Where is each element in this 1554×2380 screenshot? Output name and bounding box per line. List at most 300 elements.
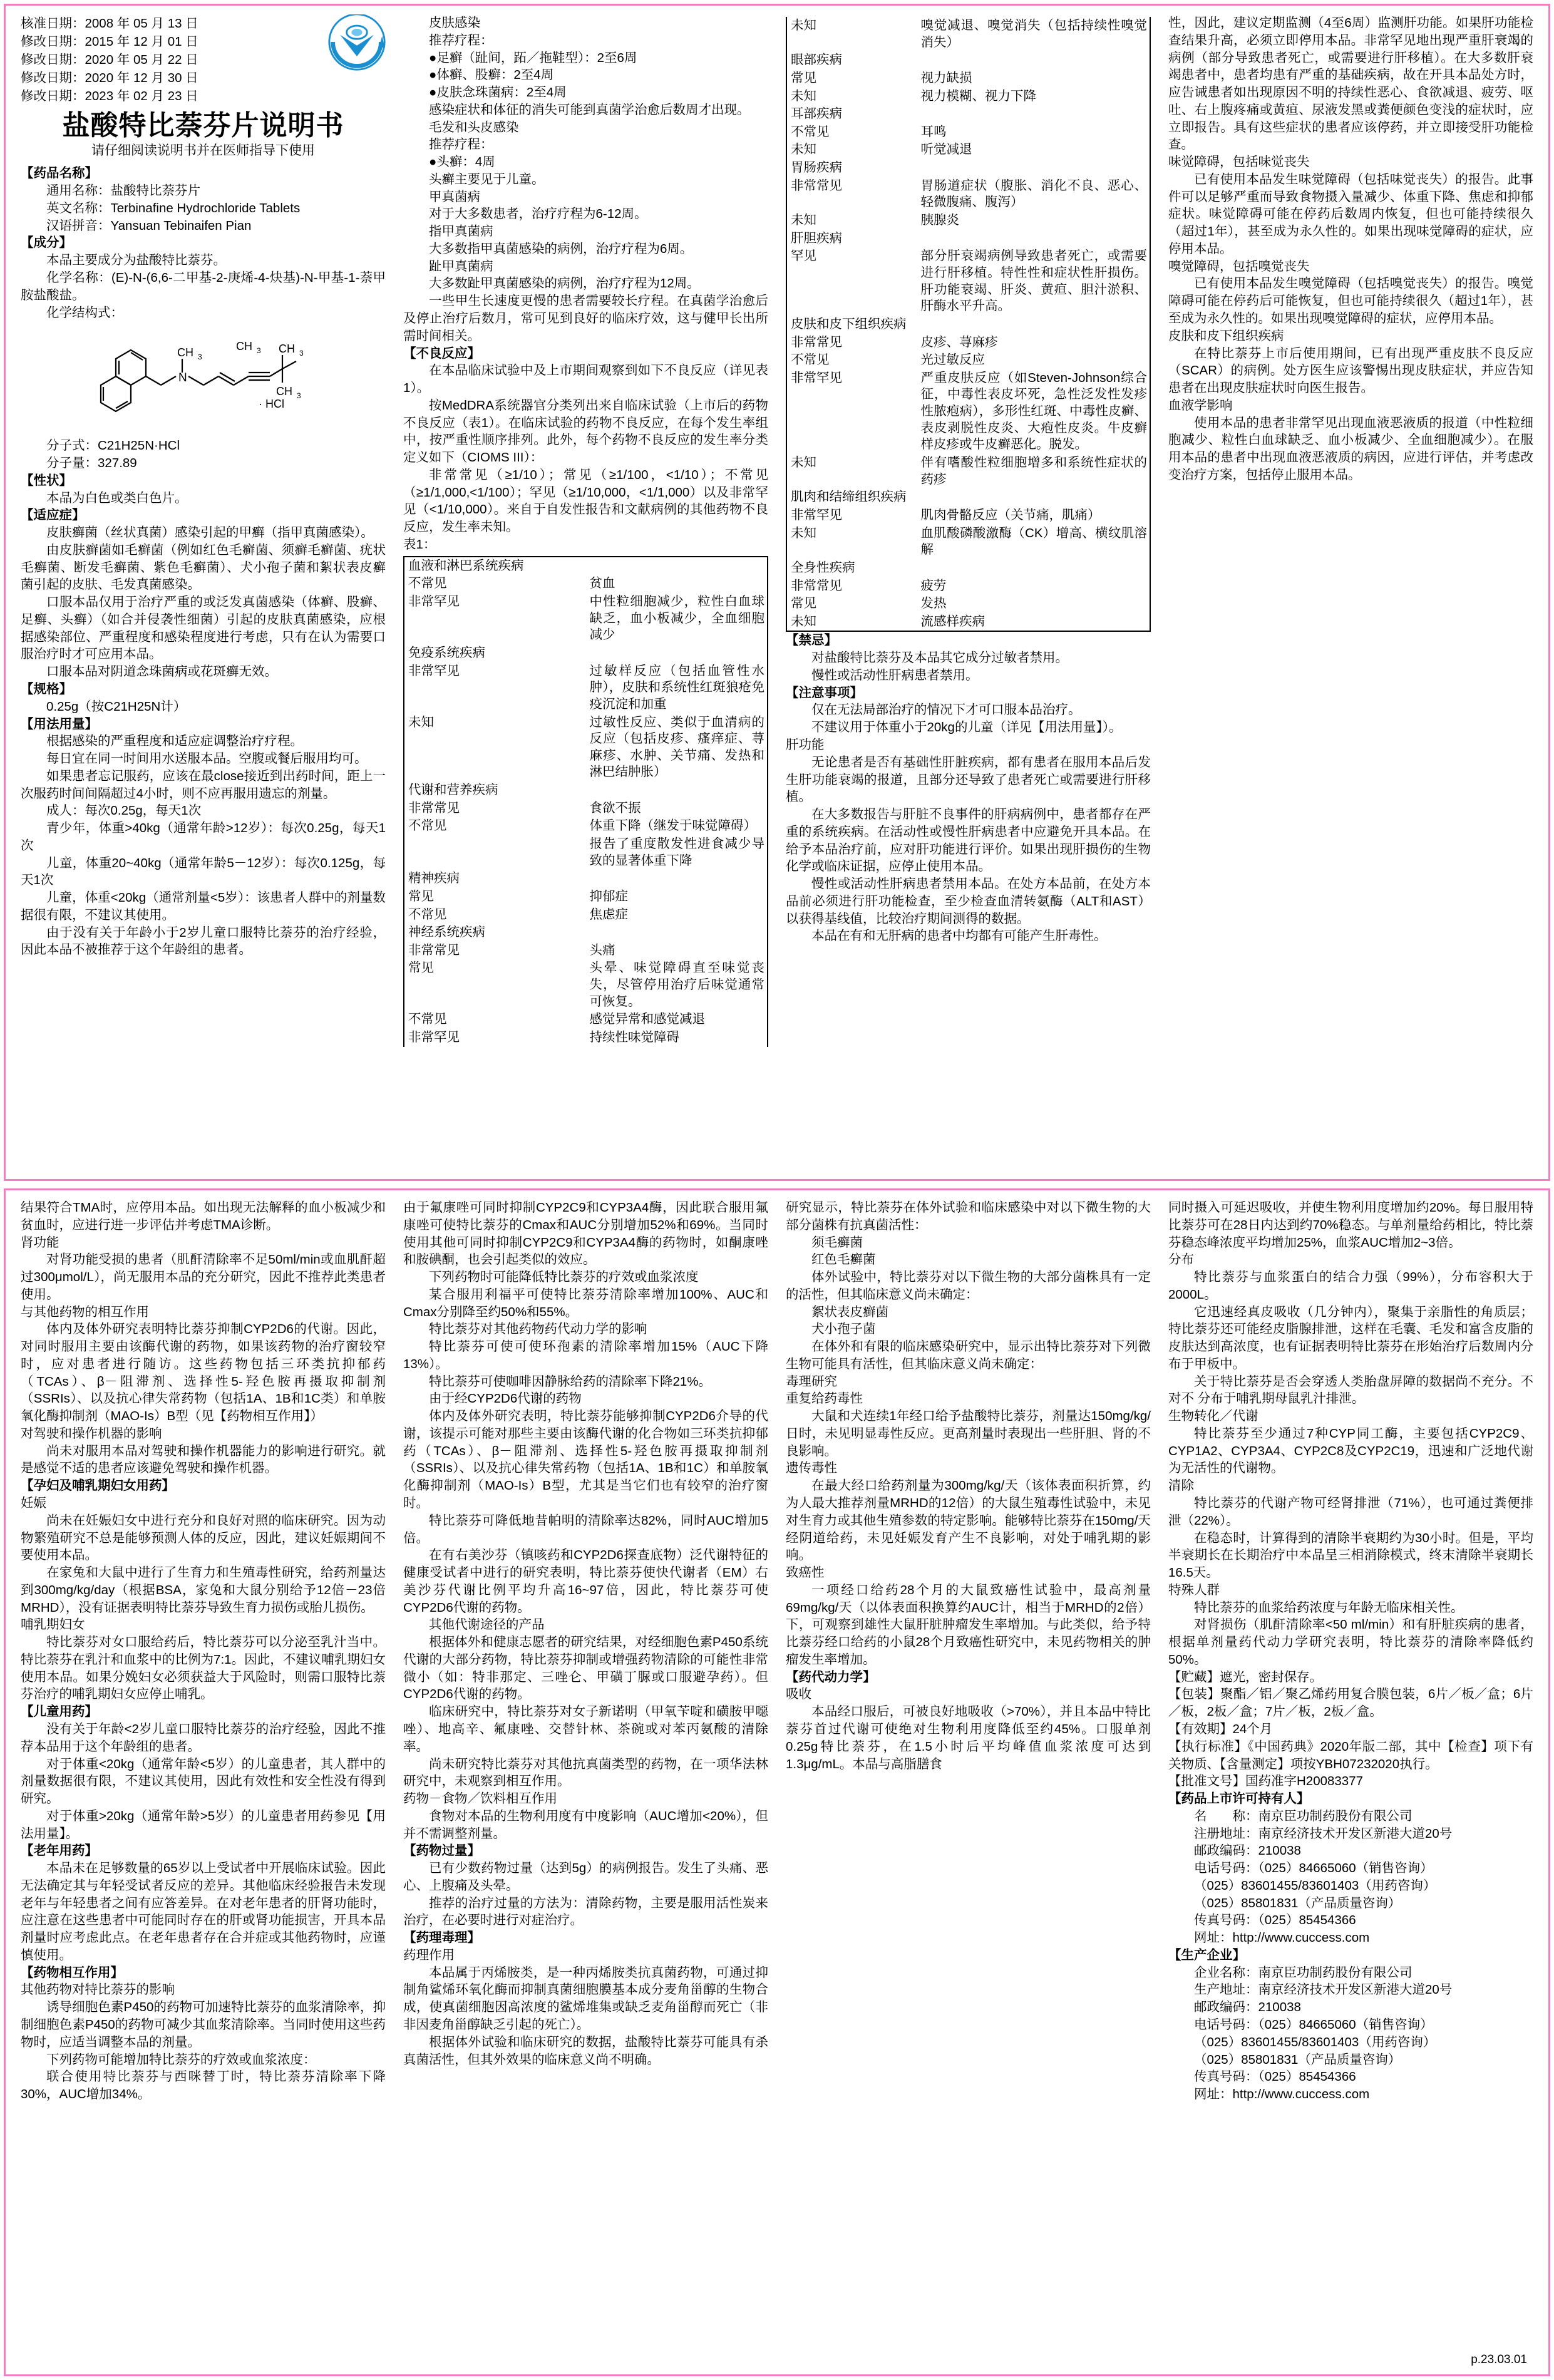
manufacturer-address: 生产地址：南京经济技术开发区新港大道20号 bbox=[1194, 1982, 1453, 1997]
ae-description-cell: 嗅觉减退、嗅觉消失（包括持续性嗅觉消失） bbox=[920, 18, 1147, 49]
ae-description-cell: 皮疹、荨麻疹 bbox=[920, 334, 998, 349]
ae-table-row bbox=[786, 351, 1150, 369]
ae-description-cell: 持续性味觉障碍 bbox=[589, 1030, 679, 1045]
course-label: 推荐疗程： bbox=[429, 137, 493, 152]
section-geriatric-heading: 【老年用药】 bbox=[21, 1843, 98, 1858]
manufacturer-website[interactable]: 网址：http://www.cuccess.com bbox=[1194, 2087, 1370, 2102]
ae-description-cell: 流感样疾病 bbox=[920, 614, 985, 629]
ae-description-cell: 伴有嗜酸性粒细胞增多和系统性症状的药疹 bbox=[920, 455, 1147, 487]
bullet-tinea-pedis: ●足癣（趾间，跖／拖鞋型）：2至6周 bbox=[429, 50, 637, 65]
ae-description-cell: 胰腺炎 bbox=[920, 213, 960, 228]
page-title: 盐酸特比萘芬片说明书 bbox=[62, 110, 344, 141]
interaction-paragraph: 特比萘芬可使咖啡因静脉给药的清除率下降21%。 bbox=[429, 1374, 712, 1389]
skin-disorder-heading: 皮肤和皮下组织疾病 bbox=[1168, 328, 1284, 343]
ae-description-cell: 严重皮肤反应（如Steven-Johnson综合征，中毒性表皮坏死，急性泛发性发疹性脓疱病），多形性红斑、中毒性皮癣、表皮剥脱性皮炎、大疱性皮炎。牛皮癣样皮疹或牛皮癣恶化。脱发。 bbox=[920, 370, 1147, 452]
ae-table-row bbox=[404, 575, 768, 593]
ae-description-cell: 头痛 bbox=[589, 942, 615, 957]
section-pediatric-heading: 【儿童用药】 bbox=[21, 1704, 98, 1719]
chemical-structure-diagram bbox=[21, 325, 386, 435]
bullet-cutaneous-candidiasis: ●皮肤念珠菌病：2至4周 bbox=[429, 85, 567, 100]
mah-phone-medical: （025）83601455/83601403（用药咨询） bbox=[1194, 1878, 1436, 1893]
ae-table-row bbox=[404, 942, 768, 960]
date-line: 核准日期：2008 年 05 月 13 日 bbox=[21, 16, 198, 31]
genotoxicity-paragraph: 在最大经口给药剂量为300mg/kg/天（该体表面积折算，约为人最大推荐剂量MRHD的12倍）的大鼠生殖毒性试验中，未见对生育力或其他生殖参数的特定影响。能够特比萘芬在150mg/天经阴道给药，未见妊娠发育产生不良影响，对处于哺乳期的影响。 bbox=[786, 1478, 1151, 1563]
pinyin-name: 汉语拼音：Yansuan Tebinaifen Pian bbox=[46, 218, 252, 233]
ae-table-row bbox=[404, 817, 768, 835]
fingernail-heading: 指甲真菌病 bbox=[429, 224, 493, 239]
ae-group-label: 肌肉和结缔组织疾病 bbox=[791, 490, 907, 505]
ae-group-label: 眼部疾病 bbox=[791, 53, 842, 68]
ae-table-row bbox=[786, 177, 1150, 212]
liver-paragraph: 在大多数报告与肝脏不良事件的肝病病例中，患者都存在严重的系统疾病。在活动性或慢性肝病患者中应避免开具本品。在给予本品治疗前，应对肝功能进行评价。如果出现肝损伤的生物化学或临床证据，应停止使用本品。 bbox=[786, 807, 1151, 874]
special-population-paragraph: 特比萘芬的血浆给药浓度与年龄无临床相关性。 bbox=[1194, 1600, 1464, 1615]
dosage-paragraph: 由于没有关于年龄小于2岁儿童口服特比萘芬的治疗经验，因此本品不被推荐于这个年龄组的患者。 bbox=[21, 925, 386, 957]
ae-frequency-cell bbox=[404, 835, 586, 870]
ae-group-label: 免疫系统疾病 bbox=[408, 645, 485, 660]
cyp2d6-heading: 由于经CYP2D6代谢的药物 bbox=[429, 1391, 582, 1406]
ae-group-row bbox=[786, 230, 1150, 248]
terbinafine-structure-icon bbox=[91, 325, 316, 435]
ae-table-row bbox=[404, 714, 768, 782]
bullet-tinea-corporis: ●体癣、股癣：2至4周 bbox=[429, 68, 554, 83]
section-pharmacology-heading: 【药理毒理】 bbox=[403, 1930, 480, 1945]
ae-table-row bbox=[404, 888, 768, 906]
driving-paragraph: 尚未对服用本品对驾驶和操作机器能力的影响进行研究。就是感觉不适的患者应该避免驾驶和操作机器。 bbox=[21, 1443, 386, 1476]
ae-paragraph: 在本品临床试验中及上市期间观察到如下不良反应（详见表1）。 bbox=[403, 363, 768, 396]
ae-group-row bbox=[786, 159, 1150, 177]
manufacturer-fax: 传真号码：（025）85454366 bbox=[1194, 2069, 1356, 2084]
interaction-paragraph: 诱导细胞色素P450的药物可加速特比萘芬的血浆清除率，抑制细胞色素P450的药物可减少其血浆清除率。当同时使用这些药物时，应适当调整本品的剂量。 bbox=[21, 2000, 386, 2049]
column-1 bbox=[12, 14, 394, 1173]
svg-text:CH: CH bbox=[275, 385, 292, 398]
ae-table-row bbox=[404, 906, 768, 924]
nail-growth-note: 一些甲生长速度更慢的患者需要较长疗程。在真菌学治愈后及停止治疗后数月，常可见到良好的临床疗效，这与健甲长出所需时间相关。 bbox=[403, 294, 768, 343]
skin-infection-note: 感染症状和体征的消失可能到真菌学治愈后数周才出现。 bbox=[429, 102, 750, 117]
section-drug-name-heading: 【药品名称】 bbox=[21, 166, 98, 181]
ae-description-cell: 体重下降（继发于味觉障碍） bbox=[589, 818, 756, 833]
bullet-tinea-capitis: ●头癣：4周 bbox=[429, 155, 495, 170]
ae-frequency-cell: 不常见 bbox=[408, 576, 447, 591]
mah-zip: 邮政编码：210038 bbox=[1194, 1843, 1301, 1858]
dosage-teen: 青少年，体重>40kg（通常年龄>12岁）：每次0.25g，每天1次 bbox=[21, 821, 386, 853]
absorption-paragraph: 同时摄入可延迟吸收，并使生物利用度增加约20%。每日服用特比萘芬可在28日内达到约70%稳态。与单剂量给药相比，特比萘芬稳态峰浓度平均增加25%，血浆AUC增加2~3倍。 bbox=[1168, 1200, 1533, 1250]
molecular-weight: 分子量：327.89 bbox=[46, 456, 137, 471]
ae-description-cell: 过敏样反应（包括血管性水肿），皮肤和系统性红斑狼疮免疫沉淀和加重 bbox=[589, 663, 764, 711]
ae-table-row bbox=[786, 123, 1150, 142]
other-metabolism-paragraph: 根据体外和健康志愿者的研究结果，对经细胞色素P450系统代谢的大部分药物，特比萘芬抑制或增强药物清除的可能性非常微小（如：特非那定、三唑仑、甲磺丁脲或口服避孕药）。但CYP2D6代谢的药物。 bbox=[403, 1635, 768, 1702]
ae-table-row bbox=[404, 593, 768, 644]
ae-table-row bbox=[404, 1011, 768, 1029]
onychomycosis-heading: 甲真菌病 bbox=[429, 189, 480, 204]
ae-frequency-cell: 未知 bbox=[791, 614, 816, 629]
drug-interaction-heading: 与其他药物的相互作用 bbox=[21, 1304, 149, 1319]
column-3 bbox=[777, 14, 1160, 1173]
overdose-paragraph: 推荐的治疗过量的方法为：清除药物，主要是服用活性炭来治疗，在必要时进行对症治疗。 bbox=[403, 1895, 768, 1928]
ae-group-label: 皮肤和皮下组织疾病 bbox=[791, 316, 907, 331]
interaction-paragraph: 联合使用特比萘芬与西咪替丁时，特比萘芬清除率下降30%，AUC增加34%。 bbox=[21, 2069, 386, 2102]
ae-group-label: 全身性疾病 bbox=[791, 560, 855, 575]
ae-group-row bbox=[404, 924, 768, 942]
ae-table-row bbox=[786, 369, 1150, 454]
carcinogenicity-heading: 致癌性 bbox=[786, 1565, 825, 1580]
cyp2d6-paragraph: 体内及体外研究表明，特比萘芬能够抑制CYP2D6介导的代谢，该提示可能对那些主要由该酶代谢的化合物如三环类抗抑郁药（TCAs）、β－阻滞剂、选择性5-羟色胺再摄取抑制剂（SSRIs）、以及抗心律失常药物（包括1A、1B和1C）和单胺氧化酶抑制剂（MAO-Is）B型，尤其是当它们也有较窄的治疗窗时。 bbox=[403, 1409, 768, 1511]
mah-phone-quality: （025）85801831（产品质量咨询） bbox=[1194, 1895, 1401, 1910]
ae-description-cell: 贫血 bbox=[589, 576, 615, 591]
smell-disturbance-heading: 嗅觉障碍，包括嗅觉丧失 bbox=[1168, 259, 1310, 274]
contraindication-item: 对盐酸特比萘芬及本品其它成分过敏者禁用。 bbox=[811, 651, 1068, 666]
svg-text:3: 3 bbox=[296, 391, 301, 401]
section-pharmacokinetics-heading: 【药代动力学】 bbox=[786, 1669, 876, 1684]
ae-group-row bbox=[786, 316, 1150, 334]
other-metabolism-paragraph: 临床研究中，特比萘芬对女子新诺明（甲氧苄啶和磺胺甲噁唑）、地高辛、氟康唑、交替针林、茶碗或对苯丙氨酸的清除率。 bbox=[403, 1704, 768, 1754]
organism-item: 须毛癣菌 bbox=[811, 1235, 863, 1250]
ae-frequency-cell: 罕见 bbox=[791, 249, 816, 264]
organism-item: 犬小孢子菌 bbox=[811, 1322, 876, 1337]
ae-table-row bbox=[786, 454, 1150, 488]
ae-group-label: 神经系统疾病 bbox=[408, 925, 485, 940]
interaction-paragraph: 特比萘芬可使可使环孢素的清除率增加15%（AUC下降13%）。 bbox=[403, 1339, 768, 1371]
dosage-paragraph: 如果患者忘记服药，应该在最close接近到出药时间，距上一次服药时间间隔超过4小时，则不应再服用遗忘的剂量。 bbox=[21, 768, 386, 801]
section-overdose-heading: 【药物过量】 bbox=[403, 1843, 480, 1858]
ae-frequency-cell: 未知 bbox=[408, 714, 434, 729]
liver-paragraph: 本品在有和无肝病的患者中均都有可能产生肝毒性。 bbox=[811, 929, 1107, 944]
ae-frequency-cell: 不常见 bbox=[408, 907, 447, 922]
indication-paragraph: 口服本品对阴道念珠菌病或花斑癣无效。 bbox=[46, 664, 277, 679]
ae-group-row bbox=[786, 559, 1150, 577]
caution-item: 不建议用于体重小于20kg的儿童（详见【用法用量】）。 bbox=[811, 720, 1122, 735]
section-contraindication-heading: 【禁忌】 bbox=[786, 633, 837, 648]
ae-table-row bbox=[404, 800, 768, 818]
section-character-heading: 【性状】 bbox=[21, 473, 72, 488]
special-population-paragraph: 对肾损伤（肌酐清除率<50 ml/min）和有肝脏疾病的患者，根据单剂量药代动力学研究表明，特比萘芬的清除率降低约50%。 bbox=[1168, 1617, 1533, 1667]
dosage-child-under-20: 儿童，体重<20kg（通常剂量<5岁）：该患者人群中的剂量数据很有限，不建议其使用。 bbox=[21, 890, 386, 922]
ae-frequency-cell: 未知 bbox=[791, 142, 816, 157]
page-subtitle: 请仔细阅读说明书并在医师指导下使用 bbox=[91, 143, 315, 158]
smell-disturbance-paragraph: 已有使用本品发生嗅觉障碍（包括嗅觉丧失）的报告。嗅觉障碍可能在停药后可能恢复，但也可能持续很久（超过1年），甚至成为永久性的。如果出现嗅觉障碍的症状，应停用本品。 bbox=[1168, 276, 1533, 326]
ae-description-cell: 疲劳 bbox=[920, 578, 947, 593]
ae-frequency-cell: 常见 bbox=[791, 596, 816, 611]
dosage-child-20-40: 儿童，体重20~40kg（通常年龄5－12岁）：每次0.125g，每天1次 bbox=[21, 855, 386, 888]
column-4 bbox=[1160, 14, 1542, 1173]
generic-name: 通用名称：盐酸特比萘芬片 bbox=[46, 183, 200, 198]
hematologic-heading: 血液学影响 bbox=[1168, 398, 1233, 413]
svg-text:CH: CH bbox=[235, 340, 252, 353]
ae-frequency-cell: 非常常见 bbox=[408, 942, 460, 957]
overdose-paragraph: 已有少数药物过量（达到5g）的病例报告。发生了头痛、恶心、上腹痛及头晕。 bbox=[403, 1861, 768, 1893]
section-interaction-heading: 【药物相互作用】 bbox=[21, 1965, 123, 1980]
ae-table-row bbox=[786, 577, 1150, 595]
microbiology-paragraph: 体外试验中，特比萘芬对以下微生物的大部分菌株具有一定的活性，但其临床意义尚未确定： bbox=[786, 1270, 1151, 1302]
liver-paragraph: 无论患者是否有基础性肝脏疾病，都有患者在服用本品后发生肝功能衰竭的报道，且部分还导致了患者死亡或需要进行肝移植。 bbox=[786, 755, 1151, 805]
caution-item: 仅在无法局部治疗的情况下才可口服本品治疗。 bbox=[811, 703, 1081, 718]
ae-table-caption: 表1： bbox=[403, 537, 436, 552]
character-text: 本品为白色或类白色片。 bbox=[46, 490, 188, 505]
ae-description-cell: 耳鸣 bbox=[920, 124, 947, 139]
chemical-name: 化学名称：(E)-N-(6,6-二甲基-2-庚烯-4-炔基)-N-甲基-1-萘甲胺盐酸盐。 bbox=[21, 270, 386, 302]
column-7 bbox=[777, 1199, 1160, 2368]
manufacturer-phone-medical: （025）83601455/83601403（用药咨询） bbox=[1194, 2034, 1436, 2049]
ae-frequency-cell: 非常罕见 bbox=[408, 594, 460, 609]
mah-address: 注册地址：南京经济技术开发区新港大道20号 bbox=[1194, 1826, 1453, 1841]
hair-infection-heading: 毛发和头皮感染 bbox=[429, 120, 519, 135]
ae-table-row bbox=[404, 1029, 768, 1047]
ae-group-label: 胃肠疾病 bbox=[791, 160, 842, 175]
special-population-heading: 特殊人群 bbox=[1168, 1582, 1220, 1597]
consistency-evaluation-logo-icon bbox=[327, 14, 387, 72]
food-interaction-heading: 药物－食物／饮料相互作用 bbox=[403, 1791, 557, 1806]
ae-frequency-cell: 不常见 bbox=[791, 353, 830, 368]
svg-text:CH: CH bbox=[177, 346, 193, 359]
chemical-structure-label: 化学结构式： bbox=[46, 305, 123, 320]
date-line: 修改日期：2015 年 12 月 01 日 bbox=[21, 34, 198, 49]
ae-table-body-part2 bbox=[786, 17, 1150, 631]
section-pregnancy-heading: 【孕妇及哺乳期妇女用药】 bbox=[21, 1478, 175, 1493]
excretion-paragraph: 特比萘芬的代谢产物可经肾排泄（71%），也可通过粪便排泄（22%）。 bbox=[1168, 1496, 1533, 1528]
skin-infection-heading: 皮肤感染 bbox=[429, 16, 480, 30]
ae-frequency-cell: 不常见 bbox=[408, 1012, 447, 1027]
interaction-paragraph: 下列药物时可能降低特比萘芬的疗效或血浆浓度 bbox=[429, 1270, 699, 1285]
interaction-paragraph: 特比萘芬对其他药物药代动力学的影响 bbox=[429, 1322, 647, 1337]
repeat-dose-subheading: 重复给药毒性 bbox=[786, 1391, 863, 1406]
ae-frequency-cell: 非常罕见 bbox=[408, 663, 460, 678]
geriatric-paragraph: 本品未在足够数量的65岁以上受试者中开展临床试验。因此无法确定其与年轻受试者反应的差异。其他临床经验报告未发现老年与年轻患者之间有应答差异。在对老年患者的肝肾功能时，应注意在这些患者中可能同时存在的肝或肾功能损害，开具本品剂量时应考虑此点。在老年患者存在合并症或其他药物时，应谨慎使用。 bbox=[21, 1861, 386, 1962]
manufacturer-zip: 邮政编码：210038 bbox=[1194, 2000, 1301, 2015]
ae-group-row bbox=[404, 870, 768, 888]
ae-frequency-cell: 常见 bbox=[408, 961, 434, 976]
ae-description-cell: 中性粒细胞减少，粒性白血球缺乏，血小板减少，全血细胞减少 bbox=[589, 594, 764, 642]
section-adverse-reaction-heading: 【不良反应】 bbox=[403, 346, 480, 361]
column-8 bbox=[1160, 1199, 1542, 2368]
biotransformation-heading: 生物转化／代谢 bbox=[1168, 1409, 1258, 1424]
ingredient-main: 本品主要成分为盐酸特比萘芬。 bbox=[46, 253, 226, 268]
section-expiry: 【有效期】24个月 bbox=[1168, 1721, 1273, 1736]
cyp2d6-paragraph: 在有右美沙芬（镇咳药和CYP2D6探查底物）泛代谢特征的健康受试者中进行的研究表明，特比萘芬使快代谢者（EM）右美沙芬代谢比例平均升高16~97倍，因此，特比萘芬可使CYP2D6代谢的药物。 bbox=[403, 1548, 768, 1615]
ae-group-row bbox=[404, 781, 768, 800]
ae-frequency-cell: 不常见 bbox=[408, 818, 447, 833]
ae-table-row bbox=[786, 141, 1150, 159]
lactation-subheading: 哺乳期妇女 bbox=[21, 1617, 85, 1632]
ae-description-cell: 食欲不振 bbox=[589, 800, 641, 815]
ae-description-cell: 发热 bbox=[920, 596, 947, 611]
ae-group-row bbox=[786, 488, 1150, 507]
mah-phone-sales: 电话号码：（025）84665060（销售咨询） bbox=[1194, 1861, 1433, 1876]
ae-group-label: 精神疾病 bbox=[408, 871, 460, 886]
ae-description-cell: 视力模糊、视力下降 bbox=[920, 88, 1037, 103]
organism-item: 絮状表皮癣菌 bbox=[811, 1304, 888, 1319]
ae-table-row bbox=[786, 595, 1150, 613]
ae-group-label: 肝胆疾病 bbox=[791, 230, 842, 245]
masthead bbox=[21, 14, 386, 106]
ae-group-row bbox=[786, 105, 1150, 123]
ae-frequency-cell: 非常常见 bbox=[791, 578, 842, 593]
ae-table-row bbox=[786, 334, 1150, 352]
pharmacology-subheading: 药理作用 bbox=[403, 1947, 455, 1962]
indication-paragraph: 皮肤癣菌（丝状真菌）感染引起的甲癣（指甲真菌感染）。 bbox=[46, 525, 374, 540]
distribution-paragraph: 特比萘芬与血浆蛋白的结合力强（99%），分布容积大于2000L。 bbox=[1168, 1270, 1533, 1302]
absorption-subheading: 吸收 bbox=[786, 1687, 811, 1702]
course-label: 推荐疗程： bbox=[429, 33, 493, 48]
insert-panel-top bbox=[4, 4, 1550, 1181]
ae-table-row bbox=[786, 507, 1150, 525]
ae-frequency-cell: 未知 bbox=[791, 455, 816, 470]
toenail-note: 大多数趾甲真菌感染的病例，治疗疗程为12周。 bbox=[429, 276, 700, 291]
food-interaction-paragraph: 食物对本品的生物利用度有中度影响（AUC增加<20%），但并不需调整剂量。 bbox=[403, 1808, 768, 1841]
section-standard: 【执行标准】《中国药典》2020年版二部，其中【检查】项下有关物质、【含量测定】项按YBH07232020执行。 bbox=[1168, 1739, 1533, 1771]
ae-frequency-cell: 非常常见 bbox=[791, 334, 842, 349]
dosage-paragraph: 每日宜在同一时间用水送服本品。空腹或餐后服用均可。 bbox=[46, 751, 368, 766]
section-dosage-heading: 【用法用量】 bbox=[21, 716, 98, 731]
svg-text:CH: CH bbox=[278, 343, 295, 356]
ae-description-cell: 听觉减退 bbox=[920, 142, 972, 157]
ae-group-label: 耳部疾病 bbox=[791, 106, 842, 121]
distribution-heading: 分布 bbox=[1168, 1252, 1194, 1267]
toxicology-heading: 毒理研究 bbox=[786, 1374, 837, 1389]
absorption-paragraph: 本品经口服后，可被良好地吸收（>70%），并且本品中特比萘芬首过代谢可使绝对生物利用度降低至约45%。口服单剂0.25g特比萘芬，在1.5小时后平均峰值血浆浓度可达到1.3μg/mL。本品与高脂膳食 bbox=[786, 1704, 1151, 1771]
indication-paragraph: 由皮肤癣菌如毛癣菌（例如红色毛癣菌、须癣毛癣菌、疣状毛癣菌、断发毛癣菌、紫色毛癣菌）、犬小孢子菌和絮状表皮癣菌引起的皮肤、毛发真菌感染。 bbox=[21, 542, 386, 592]
svg-text:N: N bbox=[178, 371, 187, 385]
date-line: 修改日期：2020 年 05 月 22 日 bbox=[21, 53, 198, 68]
microbiology-paragraph: 研究显示，特比萘芬在体外试验和临床感染中对以下微生物的大部分菌株有抗真菌活性： bbox=[786, 1200, 1151, 1232]
ae-description-cell: 头晕、味觉障碍直至味觉丧失，尽管停用治疗后味觉通常可恢复。 bbox=[589, 961, 764, 1009]
toenail-heading: 趾甲真菌病 bbox=[429, 259, 493, 274]
biotransformation-paragraph: 特比萘芬至少通过7种CYP同工酶，主要包括CYP2C9、CYP1A2、CYP3A4、CYP2C8及CYP2C19，迅速和广泛地代谢为无活性的代谢物。 bbox=[1168, 1426, 1533, 1476]
taste-disturbance-heading: 味觉障碍，包括味觉丧失 bbox=[1168, 155, 1310, 170]
dosage-adult: 成人：每次0.25g，每天1次 bbox=[46, 803, 202, 818]
ae-frequency-cell: 常见 bbox=[408, 889, 434, 904]
ae-group-label: 代谢和营养疾病 bbox=[408, 783, 498, 798]
ae-frequency-definition: 非常常见（≥1/10）；常见（≥1/100，<1/10）；不常见（≥1/1,000,<1/100）；罕见（≥1/10,000，<1/1,000）以及非常罕见（<1/10,000）。来自于自发性报告和文献病例的其他药物不良反应，发生率未知。 bbox=[403, 467, 768, 535]
svg-text:3: 3 bbox=[256, 346, 261, 356]
genotoxicity-heading: 遗传毒性 bbox=[786, 1461, 837, 1476]
ae-paragraph: 按MedDRA系统器官分类列出来自临床试验（上市后的药物不良反应（表1）。在临床试验的药物不良反应，在每个发生率组中，按严重性顺序排列。此外，每个药物不良反应的发生率分类定义如下（CIOMS III）： bbox=[403, 398, 768, 465]
interaction-paragraph: 某合服用利福平可使特比萘芬清除率增加100%、AUC和Cmax分别降至约50%和55%。 bbox=[403, 1287, 768, 1319]
section-ingredients-heading: 【成分】 bbox=[21, 235, 72, 250]
dosage-paragraph: 根据感染的严重程度和适应症调整治疗疗程。 bbox=[46, 734, 303, 749]
manufacturer-phone-sales: 电话号码：（025）84665060（销售咨询） bbox=[1194, 2017, 1433, 2032]
ae-table-row bbox=[404, 959, 768, 1011]
ae-group-row bbox=[786, 51, 1150, 70]
other-metabolism-heading: 其他代谢途径的产品 bbox=[429, 1617, 545, 1632]
section-storage: 【贮藏】遮光，密封保存。 bbox=[1168, 1669, 1322, 1684]
onychomycosis-note: 对于大多数患者，治疗疗程为6-12周。 bbox=[429, 207, 647, 222]
ae-description-cell: 肌肉骨骼反应（关节痛，肌痛） bbox=[920, 507, 1101, 522]
distribution-paragraph: 它迅速经真皮吸收（几分钟内），聚集于亲脂性的角质层；特比萘芬还可能经皮脂腺排泄，这样在毛囊、毛发和富含皮脂的皮肤达到高浓度，也有证据表明特比萘芬在形始治疗后数周内分布于甲板中。 bbox=[1168, 1304, 1533, 1371]
repeat-dose-paragraph: 大鼠和犬连续1年经口给予盐酸特比萘芬，剂量达150mg/kg/日时，未见明显毒性反应。更高剂量时表现出一些肝胆、肾的不良影响。 bbox=[786, 1409, 1151, 1458]
section-packaging: 【包装】聚酯／铝／聚乙烯药用复合膜包装，6片／板／盒；6片／板，2板／盒；7片／板，2板／盒。 bbox=[1168, 1687, 1533, 1719]
ae-table-row bbox=[404, 835, 768, 870]
ae-description-cell: 光过敏反应 bbox=[920, 353, 985, 368]
ae-frequency-cell: 常见 bbox=[791, 70, 816, 85]
section-caution-heading: 【注意事项】 bbox=[786, 685, 863, 700]
ae-description-cell: 胃肠道症状（腹胀、消化不良、恶心、轻微腹痛、腹泻） bbox=[920, 178, 1147, 210]
svg-text:3: 3 bbox=[299, 349, 304, 358]
pharmacology-paragraph: 本品属于丙烯胺类，是一种丙烯胺类抗真菌药物，可通过抑制角鲨烯环氧化酶而抑制真菌细胞膜基本成分麦角甾醇的生物合成，使真菌细胞因高浓度的鲨烯堆集或缺乏麦角甾醇而死亡（非非因麦角甾醇缺乏引起的死亡）。 bbox=[403, 1965, 768, 2032]
panel-top-columns bbox=[6, 6, 1548, 1179]
liver-paragraph: 慢性或活动性肝病患者禁用本品。在处方本品前，在处方本品前必须进行肝功能检查，至少检查血清转氨酶（ALT和AST）以获得基线值，比较治疗期间测得的数据。 bbox=[786, 877, 1151, 926]
contraindication-item: 慢性或活动性肝病患者禁用。 bbox=[811, 667, 979, 683]
pediatric-paragraph: 对于体重<20kg（通常年龄<5岁）的儿童患者，其人群中的剂量数据很有限，不建议其使用，因此有效性和安全性没有得到研究。 bbox=[21, 1756, 386, 1806]
fingernail-note: 大多数指甲真菌感染的病例，治疗疗程为6周。 bbox=[429, 241, 693, 256]
column-5 bbox=[12, 1199, 394, 2368]
section-approval-number: 【批准文号】国药准字H20083377 bbox=[1168, 1774, 1364, 1789]
section-manufacturer-heading: 【生产企业】 bbox=[1168, 1947, 1245, 1962]
ae-description-cell: 过敏性反应、类似于血清病的反应（包括皮疹、瘙痒症、荨麻疹、水肿、关节痛、发热和淋巴结肿胀） bbox=[589, 714, 764, 780]
pregnancy-paragraph: 在家兔和大鼠中进行了生育力和生殖毒性研究，给药剂量达到300mg/kg/day（根据BSA，家兔和大鼠分别给予12倍－23倍MRHD），没有证据表明特比萘芬导致生育力损伤或胎儿损伤。 bbox=[21, 1565, 386, 1615]
manufacturer-phone-quality: （025）85801831（产品质量咨询） bbox=[1194, 2052, 1401, 2067]
excretion-heading: 清除 bbox=[1168, 1478, 1194, 1493]
ae-description-cell: 焦虑症 bbox=[589, 907, 628, 922]
pediatric-paragraph: 没有关于年龄<2岁儿童口服特比萘芬的治疗经验，因此不推荐本品用于这个年龄组的患者。 bbox=[21, 1721, 386, 1754]
microbiology-paragraph: 在体外和有限的临床感染研究中，显示出特比萘芬对下列微生物可能具有活性，但其临床意义尚未确定： bbox=[786, 1339, 1151, 1371]
adverse-reaction-table-part2 bbox=[786, 17, 1151, 632]
driving-heading: 对驾驶和操作机器的影响 bbox=[21, 1426, 162, 1441]
section-specification-heading: 【规格】 bbox=[21, 682, 72, 696]
mah-name: 名 称：南京臣功制药股份有限公司 bbox=[1194, 1808, 1412, 1823]
hematologic-paragraph: 使用本品的患者非常罕见出现血液恶液质的报道（中性粒细胞减少、粒性白血球缺乏、血小板减少、全血细胞减少）。在服用本品的患者中出现血液恶液质的病因，应进行评估，并考虑改变治疗方案，包括停止服用本品。 bbox=[1168, 415, 1533, 482]
distribution-paragraph: 关于特比萘芬是否会穿透人类胎盘屏障的数据尚不充分。不对不 分布于哺乳期母鼠乳汁排泄。 bbox=[1168, 1374, 1533, 1406]
ae-frequency-cell: 未知 bbox=[791, 525, 816, 540]
ae-frequency-cell: 非常罕见 bbox=[791, 370, 842, 385]
insert-panel-bottom bbox=[4, 1188, 1550, 2376]
ae-group-row bbox=[404, 644, 768, 662]
section-indication-heading: 【适应症】 bbox=[21, 508, 85, 523]
liver-function-heading: 肝功能 bbox=[786, 738, 825, 753]
svg-text:3: 3 bbox=[197, 353, 202, 362]
mah-website[interactable]: 网址：http://www.cuccess.com bbox=[1194, 1930, 1370, 1945]
ae-frequency-cell: 非常常见 bbox=[408, 800, 460, 815]
ae-table-row bbox=[786, 613, 1150, 632]
indication-paragraph: 口服本品仅用于治疗严重的或泛发真菌感染（体癣、股癣、足癣、头癣）（如合并侵袭性细菌）引起的皮肤真菌感染，应根据感染部位、严重程度和感染程度进行考虑，只有在认为需要口服治疗时才可应用本品。 bbox=[21, 595, 386, 662]
ae-description-cell: 抑郁症 bbox=[589, 889, 628, 904]
ae-frequency-cell: 未知 bbox=[791, 213, 816, 228]
drug-interaction-paragraph: 体内及体外研究表明特比萘芬抑制CYP2D6的代谢。因此，对同时服用主要由该酶代谢的药物，如果该药物的治疗窗较窄时，应对患者进行随访。这些药物包括三环类抗抑郁药（TCAs）、β－阻滞剂、选择性5-羟色胺再摄取抑制剂（SSRIs）、以及抗心律失常药物（包括1A、1B和1C类）和单胺氧化酶抑制剂（MAO-Is）B型（见【药物相互作用】） bbox=[21, 1322, 386, 1424]
organism-item: 红色毛癣菌 bbox=[811, 1252, 876, 1267]
ae-table-row bbox=[404, 662, 768, 714]
ae-frequency-cell: 不常见 bbox=[791, 124, 830, 139]
tma-paragraph: 结果符合TMA时，应停用本品。如出现无法解释的血小板减少和贫血时，应进行进一步评估并考虑TMA诊断。 bbox=[21, 1200, 386, 1232]
other-metabolism-paragraph: 尚未研究特比萘芬对其他抗真菌类型的药物，在一项华法林研究中，未观察到相互作用。 bbox=[403, 1756, 768, 1789]
excretion-paragraph: 在稳态时，计算得到的清除半衰期约为30小时。但是，平均半衰期长在长期治疗中本品呈三相消除模式，终末清除半衰期长16.5天。 bbox=[1168, 1530, 1533, 1580]
ae-description-cell: 报告了重度散发性进食减少导致的显著体重下降 bbox=[589, 836, 764, 868]
ae-table-row bbox=[786, 247, 1150, 316]
panel-bottom-columns bbox=[6, 1190, 1548, 2374]
ae-description-cell: 血肌酸磷酸激酶（CK）增高、横纹肌溶解 bbox=[920, 525, 1147, 557]
manufacturer-name: 企业名称：南京臣功制药股份有限公司 bbox=[1194, 1965, 1412, 1980]
ae-table-row bbox=[786, 525, 1150, 559]
section-mah-heading: 【药品上市许可持有人】 bbox=[1168, 1791, 1310, 1806]
ae-frequency-cell: 非常罕见 bbox=[791, 507, 842, 522]
page-code: p.23.03.01 bbox=[1471, 2353, 1527, 2366]
pregnancy-paragraph: 尚未在妊娠妇女中进行充分和良好对照的临床研究。因为动物繁殖研究不总是能够预测人体的反应，因此，建议妊娠期间不要使用本品。 bbox=[21, 1513, 386, 1563]
skin-disorder-paragraph: 在特比萘芬上市后使用期间，已有出现严重皮肤不良反应（SCAR）的病例。处方医生应该警惕出现皮肤症状，并应告知患者在出现皮肤症状时向医生报告。 bbox=[1168, 346, 1533, 396]
specification-text: 0.25g（按C21H25N计） bbox=[46, 699, 187, 714]
lactation-paragraph: 特比萘芬对女口服给药后，特比萘芬可以分泌至乳汁当中。特比萘芬在乳汁和血浆中的比例为7:1。因此，不建议哺乳期妇女使用本品。如果分娩妇女必须获益大于风险时，则需口服特比萘芬治疗的哺乳期妇女应停止哺乳。 bbox=[21, 1635, 386, 1702]
pregnancy-subheading: 妊娠 bbox=[21, 1496, 46, 1511]
molecular-formula: 分子式：C21H25N·HCl bbox=[46, 438, 180, 453]
ae-frequency-cell: 未知 bbox=[791, 88, 816, 103]
english-name: 英文名称：Terbinafine Hydrochloride Tablets bbox=[46, 200, 301, 215]
carcinogenicity-paragraph: 一项经口给药28个月的大鼠致癌性试验中，最高剂量69mg/kg/天（以体表面积换算约AUC计，相当于MRHD的2倍）下，可观察到雄性大鼠肝脏肿瘤发生率增加。与此类似，给予特比萘芬经口给药的小鼠28个月致癌性研究中，未见药物相关的肿瘤发生率增加。 bbox=[786, 1582, 1151, 1667]
interaction-paragraph: 由于氟康唑可同时抑制CYP2C9和CYP3A4酶，因此联合服用氟康唑可使特比萘芬的Cmax和AUC分别增加52%和69%。当同时使用其他可同时抑制CYP2C9和CYP3A4酶的药物时，如酮康唑和胺碘酮，也会引起类似的效应。 bbox=[403, 1200, 768, 1267]
ae-frequency-cell: 非常常见 bbox=[791, 178, 842, 193]
renal-paragraph: 对肾功能受损的患者（肌酐清除率不足50ml/min或血肌酐超过300μmol/L），尚无服用本品的充分研究，因此不推荐此类患者使用。 bbox=[21, 1252, 386, 1302]
ae-frequency-cell: 未知 bbox=[791, 18, 816, 33]
date-line: 修改日期：2023 年 02 月 23 日 bbox=[21, 89, 198, 104]
interaction-paragraph: 下列药物可能增加特比萘芬的疗效或血浆浓度： bbox=[46, 2052, 316, 2067]
pediatric-paragraph: 对于体重>20kg（通常年龄>5岁）的儿童患者用药参见【用法用量】。 bbox=[21, 1808, 386, 1841]
svg-text:· HCl: · HCl bbox=[258, 398, 284, 411]
ae-description-cell: 部分肝衰竭病例导致患者死亡，或需要进行肝移植。特性性和症状性肝损伤。肝功能衰竭、肝炎、黄疸、胆汁淤积、肝酶水平升高。 bbox=[920, 249, 1147, 314]
